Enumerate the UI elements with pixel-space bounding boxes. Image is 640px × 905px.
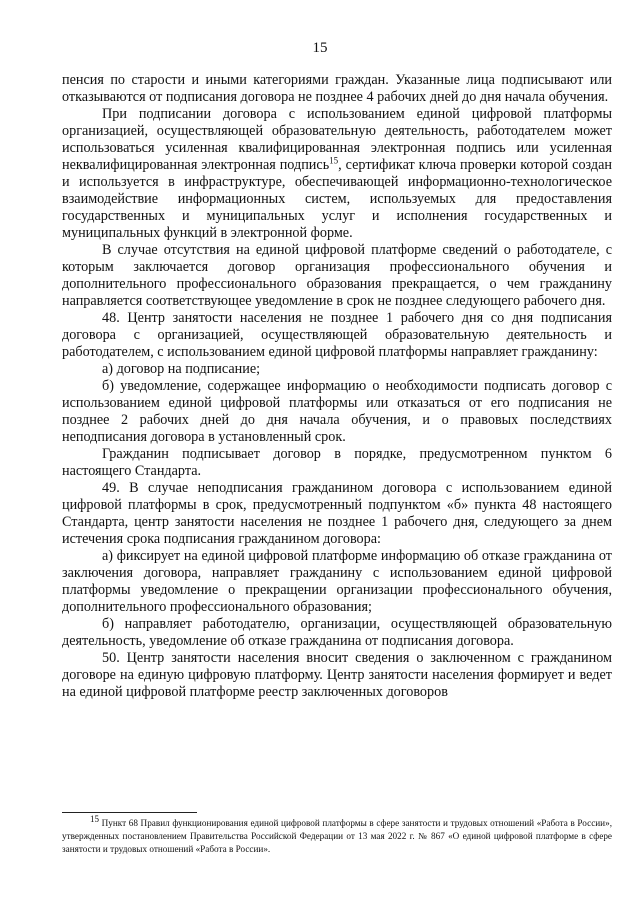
paragraph-citizen-signs: Гражданин подписывает договор в порядке, предусмотренном пунктом 6 настоящего Стандарта. xyxy=(62,446,612,479)
footnote xyxy=(62,813,612,856)
paragraph-49-a: а) фиксирует на единой цифровой платформе информацию об отказе гражданина от заключения договора, направляет гражданину с использованием единой цифровой платформы уведомление о прекращении организации профессионального обучения, дополнительного профессионального образования; xyxy=(62,548,612,615)
paragraph-48: 48. Центр занятости населения не позднее 1 рабочего дня со дня подписания договора с организацией, осуществляющей образовательную деятельность и работодателем, с использованием единой цифровой платформы направляет гражданину: xyxy=(62,310,612,360)
page-number: 15 xyxy=(312,40,328,56)
body-text xyxy=(62,72,612,701)
paragraph-49-b: б) направляет работодателю, организации, осуществляющей образовательную деятельность, уведомление об отказе гражданина от подписания договора. xyxy=(62,616,612,649)
footnote-marker: 15 xyxy=(90,813,99,824)
paragraph-no-employer: В случае отсутствия на единой цифровой платформе сведений о работодателе, с которым заключается договор организация профессионального обучения и дополнительного профессионального образования прекращается, о чем гражданину направляется соответствующее уведомление в срок не позднее следующего рабочего дня. xyxy=(62,242,612,309)
footnote-divider xyxy=(62,812,197,813)
paragraph-signature-text: При подписании договора с использованием единой цифровой платформы организацией, осуществляющей образовательную деятельность, работодателем может использоваться усиленная квалифицированная электронная подпись или усиленная неквалифицированная электронная подпись xyxy=(62,106,612,173)
paragraph-48-b: б) уведомление, содержащее информацию о необходимости подписать договор с использованием единой цифровой платформы или отказаться от его подписания не позднее 2 рабочих дней до дня начала обучения, и о правовых последствиях неподписания договора в установленный срок. xyxy=(62,378,612,445)
paragraph-signature-tail: , сертификат ключа проверки которой создан и используется в инфраструктуре, обеспечивающей информационно-технологическое взаимодействие информационных систем, используемых для предоставления государственных и муниципальных услуг и исполнения государственных и муниципальных функций в электронной форме. xyxy=(62,157,613,241)
paragraph-signature xyxy=(62,106,612,242)
footnote-text: Пункт 68 Правил функционирования единой цифровой платформы в сфере занятости и трудовых отношений «Работа в России», утвержденных постановлением Правительства Российской Федерации от 13 мая 2022 г. № 867 «О единой цифровой платформе в сфере занятости и трудовых отношений «Работа в России». xyxy=(62,818,612,854)
paragraph-50: 50. Центр занятости населения вносит сведения о заключенном с гражданином договоре на единую цифровую платформу. Центр занятости населения формирует и ведет на единой цифровой платформе реестр заключенных договоров xyxy=(62,650,612,700)
paragraph-49: 49. В случае неподписания гражданином договора с использованием единой цифровой платформы в срок, предусмотренный подпунктом «б» пункта 48 настоящего Стандарта, центр занятости населения не позднее 1 рабочего дня, следующего за днем истечения срока подписания гражданином договора: xyxy=(62,480,612,547)
paragraph-48-a: а) договор на подписание; xyxy=(102,361,261,377)
footnote-reference: 15 xyxy=(329,155,339,166)
paragraph-continuation: пенсия по старости и иными категориями граждан. Указанные лица подписывают или отказываются от подписания договора не позднее 4 рабочих дней до дня начала обучения. xyxy=(62,72,612,105)
